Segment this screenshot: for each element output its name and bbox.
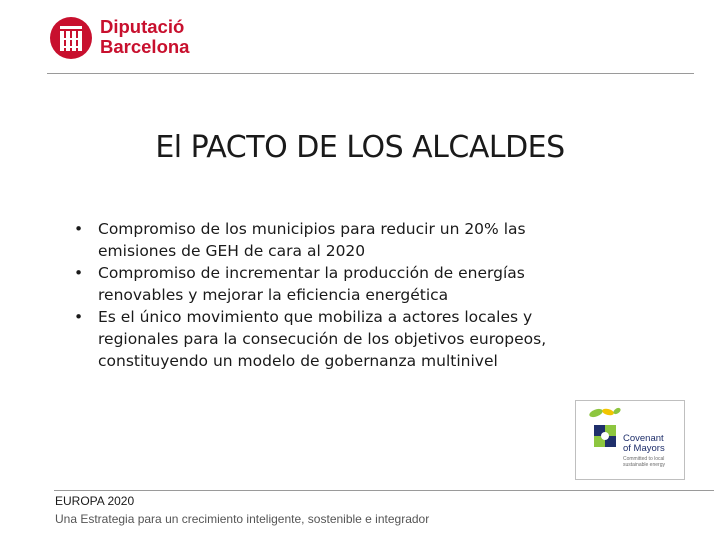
bullet-item <box>74 306 594 372</box>
logo-line-1: Diputació <box>100 16 185 37</box>
bullet-line: emisiones de GEH de cara al 2020 <box>98 242 366 260</box>
bullet-item <box>74 262 594 306</box>
covenant-tagline: Committed to local sustainable energy <box>623 456 665 468</box>
bullet-line: Compromiso de los municipios para reducir un 20% las <box>98 220 526 238</box>
covenant-line-2: of Mayors <box>623 443 665 454</box>
header-divider <box>47 73 694 74</box>
bullet-list <box>74 218 594 372</box>
bullet-line: Es el único movimiento que mobiliza a actores locales y <box>98 308 533 326</box>
covenant-of-mayors-logo <box>575 400 685 480</box>
bullet-dot: • <box>74 220 84 238</box>
diputacio-logo-text <box>100 17 189 57</box>
bullet-line: constituyendo un modelo de gobernanza multinivel <box>98 352 498 370</box>
covenant-emblem-icon <box>586 407 622 473</box>
footer-divider <box>54 490 714 491</box>
bullet-dot: • <box>74 308 84 326</box>
bullet-line: Compromiso de incrementar la producción de energías <box>98 264 525 282</box>
bullet-dot: • <box>74 264 84 282</box>
diputacio-seal-icon <box>49 16 93 60</box>
logo-line-2: Barcelona <box>100 36 190 57</box>
covenant-line-1: Covenant <box>623 433 664 444</box>
footer-subtitle: Una Estrategia para un crecimiento inteligente, sostenible e integrador <box>55 512 430 526</box>
bullet-line: renovables y mejorar la eficiencia energética <box>98 286 449 304</box>
footer-title: EUROPA 2020 <box>55 494 135 508</box>
bullet-item <box>74 218 594 262</box>
slide-header <box>0 0 720 74</box>
bullet-line: regionales para la consecución de los objetivos europeos, <box>98 330 547 348</box>
slide-title: El PACTO DE LOS ALCALDES <box>155 130 565 165</box>
covenant-title <box>623 434 665 454</box>
